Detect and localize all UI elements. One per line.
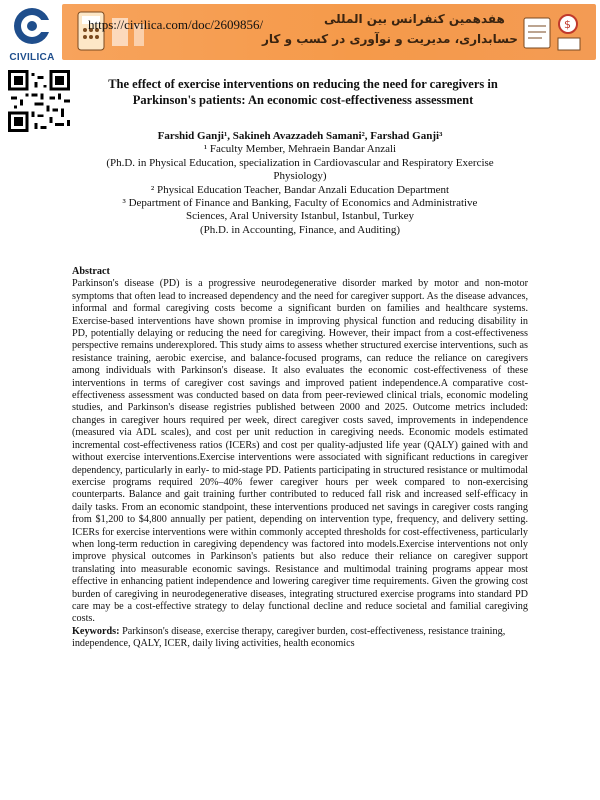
abstract-section (72, 266, 528, 651)
author-block (40, 130, 560, 237)
affiliation-1: ¹ Faculty Member, Mehraein Bandar Anzali (203, 143, 397, 156)
svg-text:$: $ (564, 18, 571, 31)
abstract-text: Parkinson's disease (PD) is a progressive neurodegenerative disorder marked by motor and non-motor symptoms that often lead to increased dependency and the need for caregiver support. As the disease advances, informal and formal caregiving costs become a significant burden on families and healthcare systems. Exercise-based interventions have shown promise in improving physical function and reducing disability in PD, potentially delaying or reducing the need for caregiving. However, their impact from a cost-effectiveness perspective remains underexplored. This study aims to assess whether structured exercise interventions, such as resistance training, aerobic exercise, and balance-focused programs, can reduce the reliance on caregivers among individuals with Parkinson's disease. It also evaluates the economic cost-effectiveness of these interventions in terms of caregiver cost savings and improved patient independence.A comparative cost-effectiveness assessment was conducted based on data from peer-reviewed clinical trials, economic modeling studies, and Parkinson's disease registries published between 2000 and 2025. Outcome metrics included: changes in caregiver hours required per week, direct caregiver costs saved, improvements in independence (measured via ADL scales), and cost per unit reduction in caregiving needs. Economic models estimated incremental cost-effectiveness ratios (ICERs) and cost per quality-adjusted life year (QALY) gained with and without exercise interventions.Exercise interventions were associated with significant reductions in caregiver dependency, particularly in early- to mid-stage PD. Patients participating in structured resistance or multimodal exercise programs required 20%–40% fewer caregiver hours per week compared to non-exercising counterparts. Balance and gait training further contributed to reduced fall risk and increased self-efficacy in daily tasks. From an economic standpoint, these interventions produced net savings in caregiver costs ranging from $1,200 to $4,800 annually per patient, depending on intervention type, frequency, and delivery setting. ICERs for exercise interventions were within commonly accepted thresholds for cost-effectiveness, particularly when long-term reduction in caregiving dependency was factored into models.Exercise interventions not only improve physical outcomes in Parkinson's patients but also reduce their reliance on caregiver support translating into measurable economic savings. Resistance and multimodal training programs appear most effective in enhancing patient independence and lowering caregiver time requirements. Given the growing cost burden of caregiving in neurodegenerative diseases, integrating structured exercise programs into standard PD care may be a cost-effective strategy to delay functional decline and reduce societal and familial caregiving costs. (72, 278, 528, 625)
paper-title: The effect of exercise interventions on reducing the need for caregivers in Parkinson's patients: An economic cost-effectiveness assessment (108, 77, 498, 107)
banner-title: هفدهمین کنفرانس بین المللی (324, 12, 505, 26)
keywords (72, 626, 528, 651)
logo-text: CIVILICA (9, 52, 55, 63)
civilica-logo-icon (12, 6, 52, 46)
finance-icons-icon (518, 8, 588, 56)
civilica-logo[interactable] (4, 6, 60, 62)
keywords-label: Keywords: (72, 625, 120, 637)
banner-subtitle: حسابداری، مدیریت و نوآوری در کسب و کار (262, 32, 518, 46)
affiliation-1-degree: (Ph.D. in Physical Education, specialization in Cardiovascular and Respiratory Exercise Physiology) (106, 156, 494, 183)
author-names: Farshid Ganji¹, Sakineh Avazzadeh Samani², Farshad Ganji³ (157, 130, 443, 142)
affiliation-2: ² Physical Education Teacher, Bandar Anzali Education Department (150, 183, 450, 196)
document-url[interactable]: https://civilica.com/doc/2609856/ (88, 17, 264, 32)
affiliation-3: ³ Department of Finance and Banking, Faculty of Economics and Administrative Sciences, Aral University Istanbul, Istanbul, Turkey (122, 197, 478, 223)
abstract-heading: Abstract (72, 266, 110, 277)
keywords-text: Parkinson's disease, exercise therapy, caregiver burden, cost-effectiveness, resistance training, independence, QALY, ICER, daily living activities, health economics (72, 625, 506, 650)
qr-code-icon[interactable] (8, 70, 70, 132)
affiliation-3-degree: (Ph.D. in Accounting, Finance, and Auditing) (199, 223, 401, 236)
